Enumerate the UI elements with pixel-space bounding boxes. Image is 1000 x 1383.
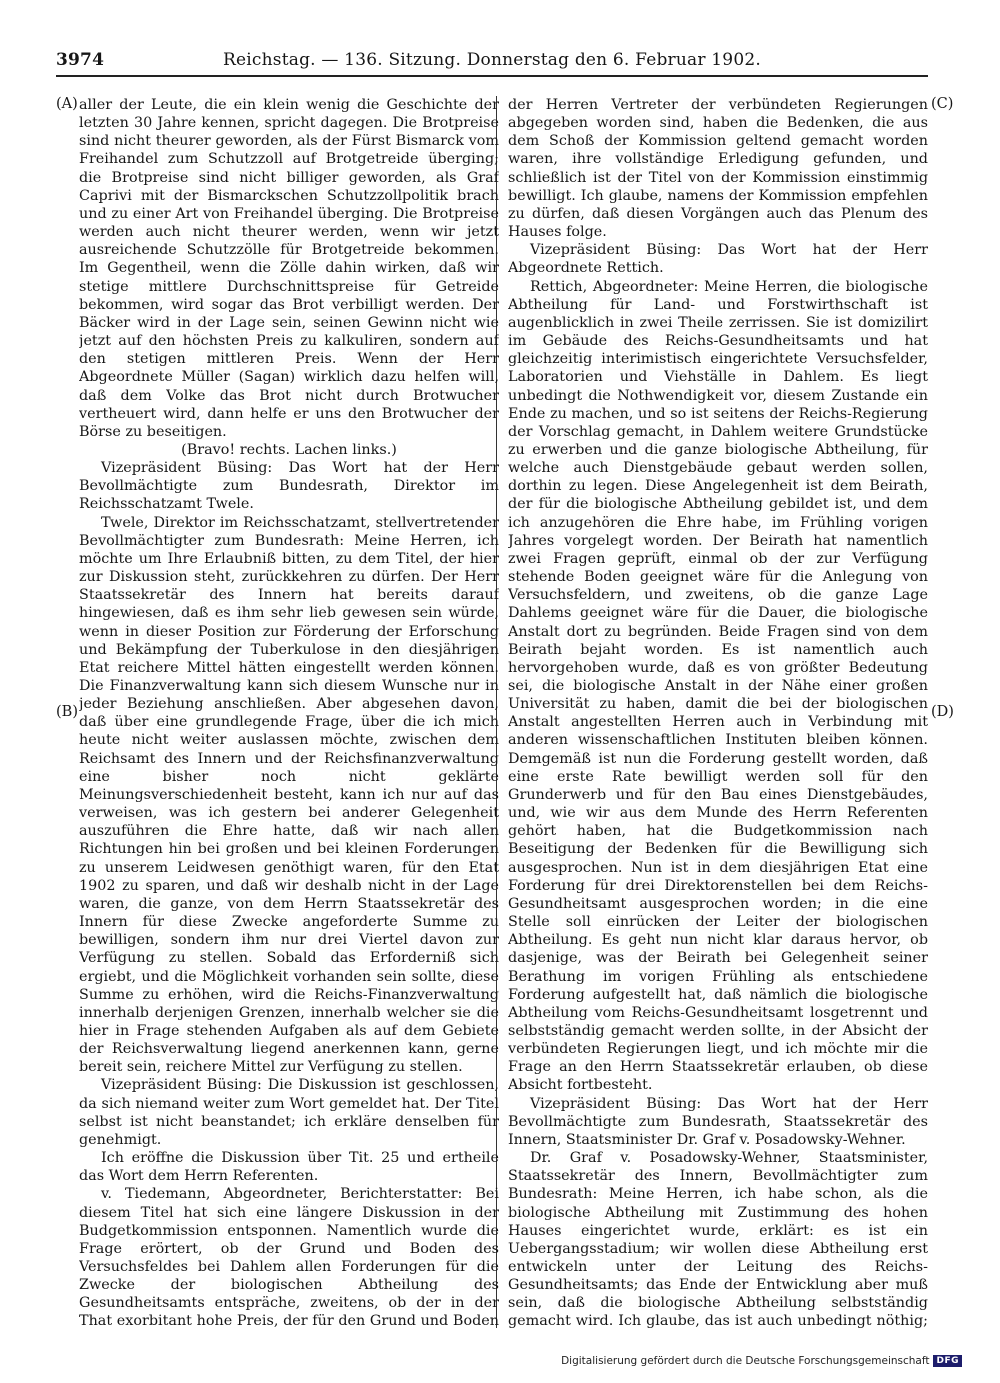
paragraph: Rettich, Abgeordneter: Meine Herren, die biologische Abtheilung für Land- und Forstwirthschaft ist augenblicklich in zwei Theile zerrissen. Sie ist domizilirt im Gebäude des Reichs-Gesundheitsamts und hat gleichzeitig interimistisch eingerichtete Versuchsfelder, Laboratorien und Viehställe in Dahlem. Es liegt unbedingt die Nothwendigkeit vor, diesem Zustande ein Ende zu machen, und so ist seitens der Reichs-Regierung der Vorschlag gemacht, in Dahlem weitere Grundstücke zu erwerben und die ganze biologische Abtheilung, für welche auch Dienstgebäude gebaut werden sollen, dorthin zu legen. Diese Angelegenheit ist dem Beirath, der für die biologische Abtheilung gebildet ist, und dem ich anzugehören die Ehre habe, im Frühling vorigen Jahres vorgelegt worden. Der Beirath hat namentlich zwei Fragen geprüft, einmal ob der zur Verfügung stehende Boden geeignet wäre für die Anlegung von Versuchsfeldern, und zweitens, ob die ganze Lage Dahlems geeignet wäre für die Dauer, die biologische Anstalt dort zu begründen. Beide Fragen sind von dem Beirath bejaht worden. Es ist namentlich auch hervorgehoben wurde, daß es von größter Bedeutung sei, die biologische Anstalt in der Nähe einer großen Universität zu haben, damit die bei der biologischen Anstalt angestellten Herren auch in Verbindung mit anderen wissenschaftlichen Instituten bleiben können. Demgemäß ist nun die Forderung gestellt worden, daß eine erste Rate bewilligt werden soll für den Grunderwerb und für den Bau eines Dienstgebäudes, und, wie wir aus dem Munde des Herrn Referenten gehört haben, hat die Budgetkommission nach Beseitigung der Bedenken für die Bewilligung sich ausgesprochen. Nun ist in dem diesjährigen Etat eine Forderung für drei Direktorenstellen bei dem Reichs-Gesundheitsamt ausgesprochen worden; in die eine Stelle soll einrücken der Leiter der biologischen Abtheilung. Es geht nun nicht klar daraus hervor, ob dasjenige, was der Beirath bei Gelegenheit seiner Berathung im vorigen Frühling als entschiedene Forderung aufgestellt hat, daß nämlich die biologische Abtheilung vom Reichs-Gesundheitsamt losgetrennt und selbstständig gemacht werden sollte, in der Absicht der verbündeten Regierungen liegt, und ich möchte mir die Frage an den Herrn Staatssekretär erlauben, ob diese Absicht fortbesteht. <box>508 278 928 1094</box>
paragraph: Twele, Direktor im Reichsschatzamt, stellvertretender Bevollmächtigter zum Bundesrath: Meine Herren, ich möchte um Ihre Erlaubniß bitten, zu dem Titel, der hier zur Diskussion steht, zurückkehren zu dürfen. Der Herr Staatssekretär des Innern hat bereits darauf hingewiesen, daß es ihm sehr lieb gewesen sein würde, wenn in dieser Position zur Förderung der Erforschung und Bekämpfung der Tuberkulose in den diesjährigen Etat reichere Mittel hätten eingestellt werden können. Die Finanzverwaltung kann sich diesem Wunsche nur in jeder Beziehung anschließen. Aber abgesehen davon, daß über eine grundlegende Frage, über die ich mich heute nicht weiter auslassen möchte, zwischen dem Reichsamt des Innern und der Reichsfinanzverwaltung eine bisher noch nicht geklärte Meinungsverschiedenheit besteht, kann ich nur auf das verweisen, was ich gestern bei anderer Gelegenheit auszuführen die Ehre hatte, daß wir nach allen Richtungen hin bei großen und bei kleinen Forderungen zu unserem Leidwesen genöthigt waren, für den Etat 1902 zu sparen, und daß wir deshalb nicht in der Lage waren, die ganze, von dem Herrn Staatssekretär des Innern für diese Zwecke angeforderte Summe zu bewilligen, sondern ihm nur drei Viertel davon zur Verfügung zu stellen. Sobald das Erforderniß sich ergiebt, und die Möglichkeit vorhanden sein sollte, diese Summe zu erhöhen, wird die Reichs-Finanzverwaltung innerhalb derjenigen Grenzen, innerhalb welcher sie die hier in Frage stehenden Aufgaben als auf dem Gebiete der Reichsverwaltung liegend anerkennen kann, gerne bereit sein, reichere Mittel zur Verfügung zu stellen. <box>79 514 499 1076</box>
margin-mark-b: (B) <box>56 704 78 720</box>
header-rule <box>56 75 928 77</box>
footer-text: Digitalisierung gefördert durch die Deutsche Forschungsgemeinschaft <box>561 1355 930 1367</box>
right-column <box>508 96 928 1328</box>
page-title: Reichstag. — 136. Sitzung. Donnerstag den 6. Februar 1902. <box>223 50 761 70</box>
margin-mark-c: (C) <box>931 96 954 112</box>
margin-mark-d: (D) <box>931 704 954 720</box>
paragraph: Vizepräsident Büsing: Die Diskussion ist geschlossen, da sich niemand weiter zum Wort gemeldet hat. Der Titel selbst ist nicht beanstandet; ich erkläre denselben für genehmigt. <box>79 1077 499 1148</box>
left-column <box>79 96 499 1328</box>
paragraph: Vizepräsident Büsing: Das Wort hat der Herr Bevollmächtigte zum Bundesrath, Direktor im Reichsschatzamt Twele. <box>79 460 499 513</box>
page-number: 3974 <box>56 50 105 70</box>
paragraph: aller der Leute, die ein klein wenig die Geschichte der letzten 30 Jahre kennen, spricht dagegen. Die Brotpreise sind nicht theurer geworden, als der Fürst Bismarck vom Freihandel zum Schutzzoll auf Brotgetreide überging; die Brotpreise sind nicht billiger geworden, als Graf Caprivi mit der Bismarckschen Schutzzollpolitik brach und zu einer Art von Freihandel überging. Die Brotpreise werden auch nicht theurer werden, wenn wir jetzt ausreichende Schutzzölle für Brotgetreide bekommen. Im Gegentheil, wenn die Zölle dahin wirken, daß wir stetige mittlere Durchschnittspreise für Getreide bekommen, wird sogar das Brot verbilligt werden. Der Bäcker wird in der Lage sein, seinen Gewinn nicht wie jetzt auf den höchsten Preis zu kalkuliren, sondern auf den stetigen mittleren Preis. Wenn der Herr Abgeordnete Müller (Sagan) wirklich dazu helfen will, daß dem Volke das Brot nicht durch Brotwucher vertheuert wird, dann helfe er uns den Brotwucher der Börse zu beseitigen. <box>79 97 499 440</box>
paragraph: der Herren Vertreter der verbündeten Regierungen abgegeben worden sind, haben die Bedenken, die aus dem Schoß der Kommission geltend gemacht worden waren, ihre vollständige Erledigung gefunden, und schließlich ist der Titel von der Kommission einstimmig bewilligt. Ich glaube, namens der Kommission empfehlen zu dürfen, daß diesen Vorgängen auch das Plenum des Hauses folge. <box>508 97 928 241</box>
dfg-logo: DFG <box>933 1355 962 1367</box>
paragraph: Ich eröffne die Diskussion über Tit. 25 und ertheile das Wort dem Herrn Referenten. <box>79 1150 499 1185</box>
paragraph: Vizepräsident Büsing: Das Wort hat der Herr Bevollmächtigte zum Bundesrath, Staatssekretär des Innern, Staatsminister Dr. Graf v. Posadowsky-Wehner. <box>508 1095 928 1148</box>
paragraph: Vizepräsident Büsing: Das Wort hat der Herr Abgeordnete Rettich. <box>508 242 928 277</box>
paragraph: Dr. Graf v. Posadowsky-Wehner, Staatsminister, Staatssekretär des Innern, Bevollmächtigter zum Bundesrath: Meine Herren, ich habe schon, als die biologische Abtheilung mit Zustimmung des hohen Hauses eingerichtet wurde, erklärt: es ist ein Uebergangsstadium; wir wollen diese Abtheilung erst entwickeln unter der Leitung des Reichs-Gesundheitsamts; das Ende der Entwicklung aber muß sein, daß die biologische Abtheilung selbstständig gemacht wird. Ich glaube, das ist auch unbedingt nöthig; <box>508 1150 928 1328</box>
paragraph: v. Tiedemann, Abgeordneter, Berichterstatter: Bei diesem Titel hat sich eine längere Diskussion in der Budgetkommission entsponnen. Namentlich wurde die Frage erörtert, ob der Grund und Boden des Versuchsfeldes bei Dahlem allen Forderungen für die Zwecke der biologischen Abtheilung des Gesundheitsamts entspräche, zweitens, ob der in der That exorbitant hohe Preis, der für den Grund und Boden <box>79 1186 499 1328</box>
interjection: (Bravo! rechts. Lachen links.) <box>181 441 397 458</box>
page-header <box>56 46 928 72</box>
margin-mark-a: (A) <box>56 96 78 112</box>
footer-credit <box>561 1355 962 1367</box>
